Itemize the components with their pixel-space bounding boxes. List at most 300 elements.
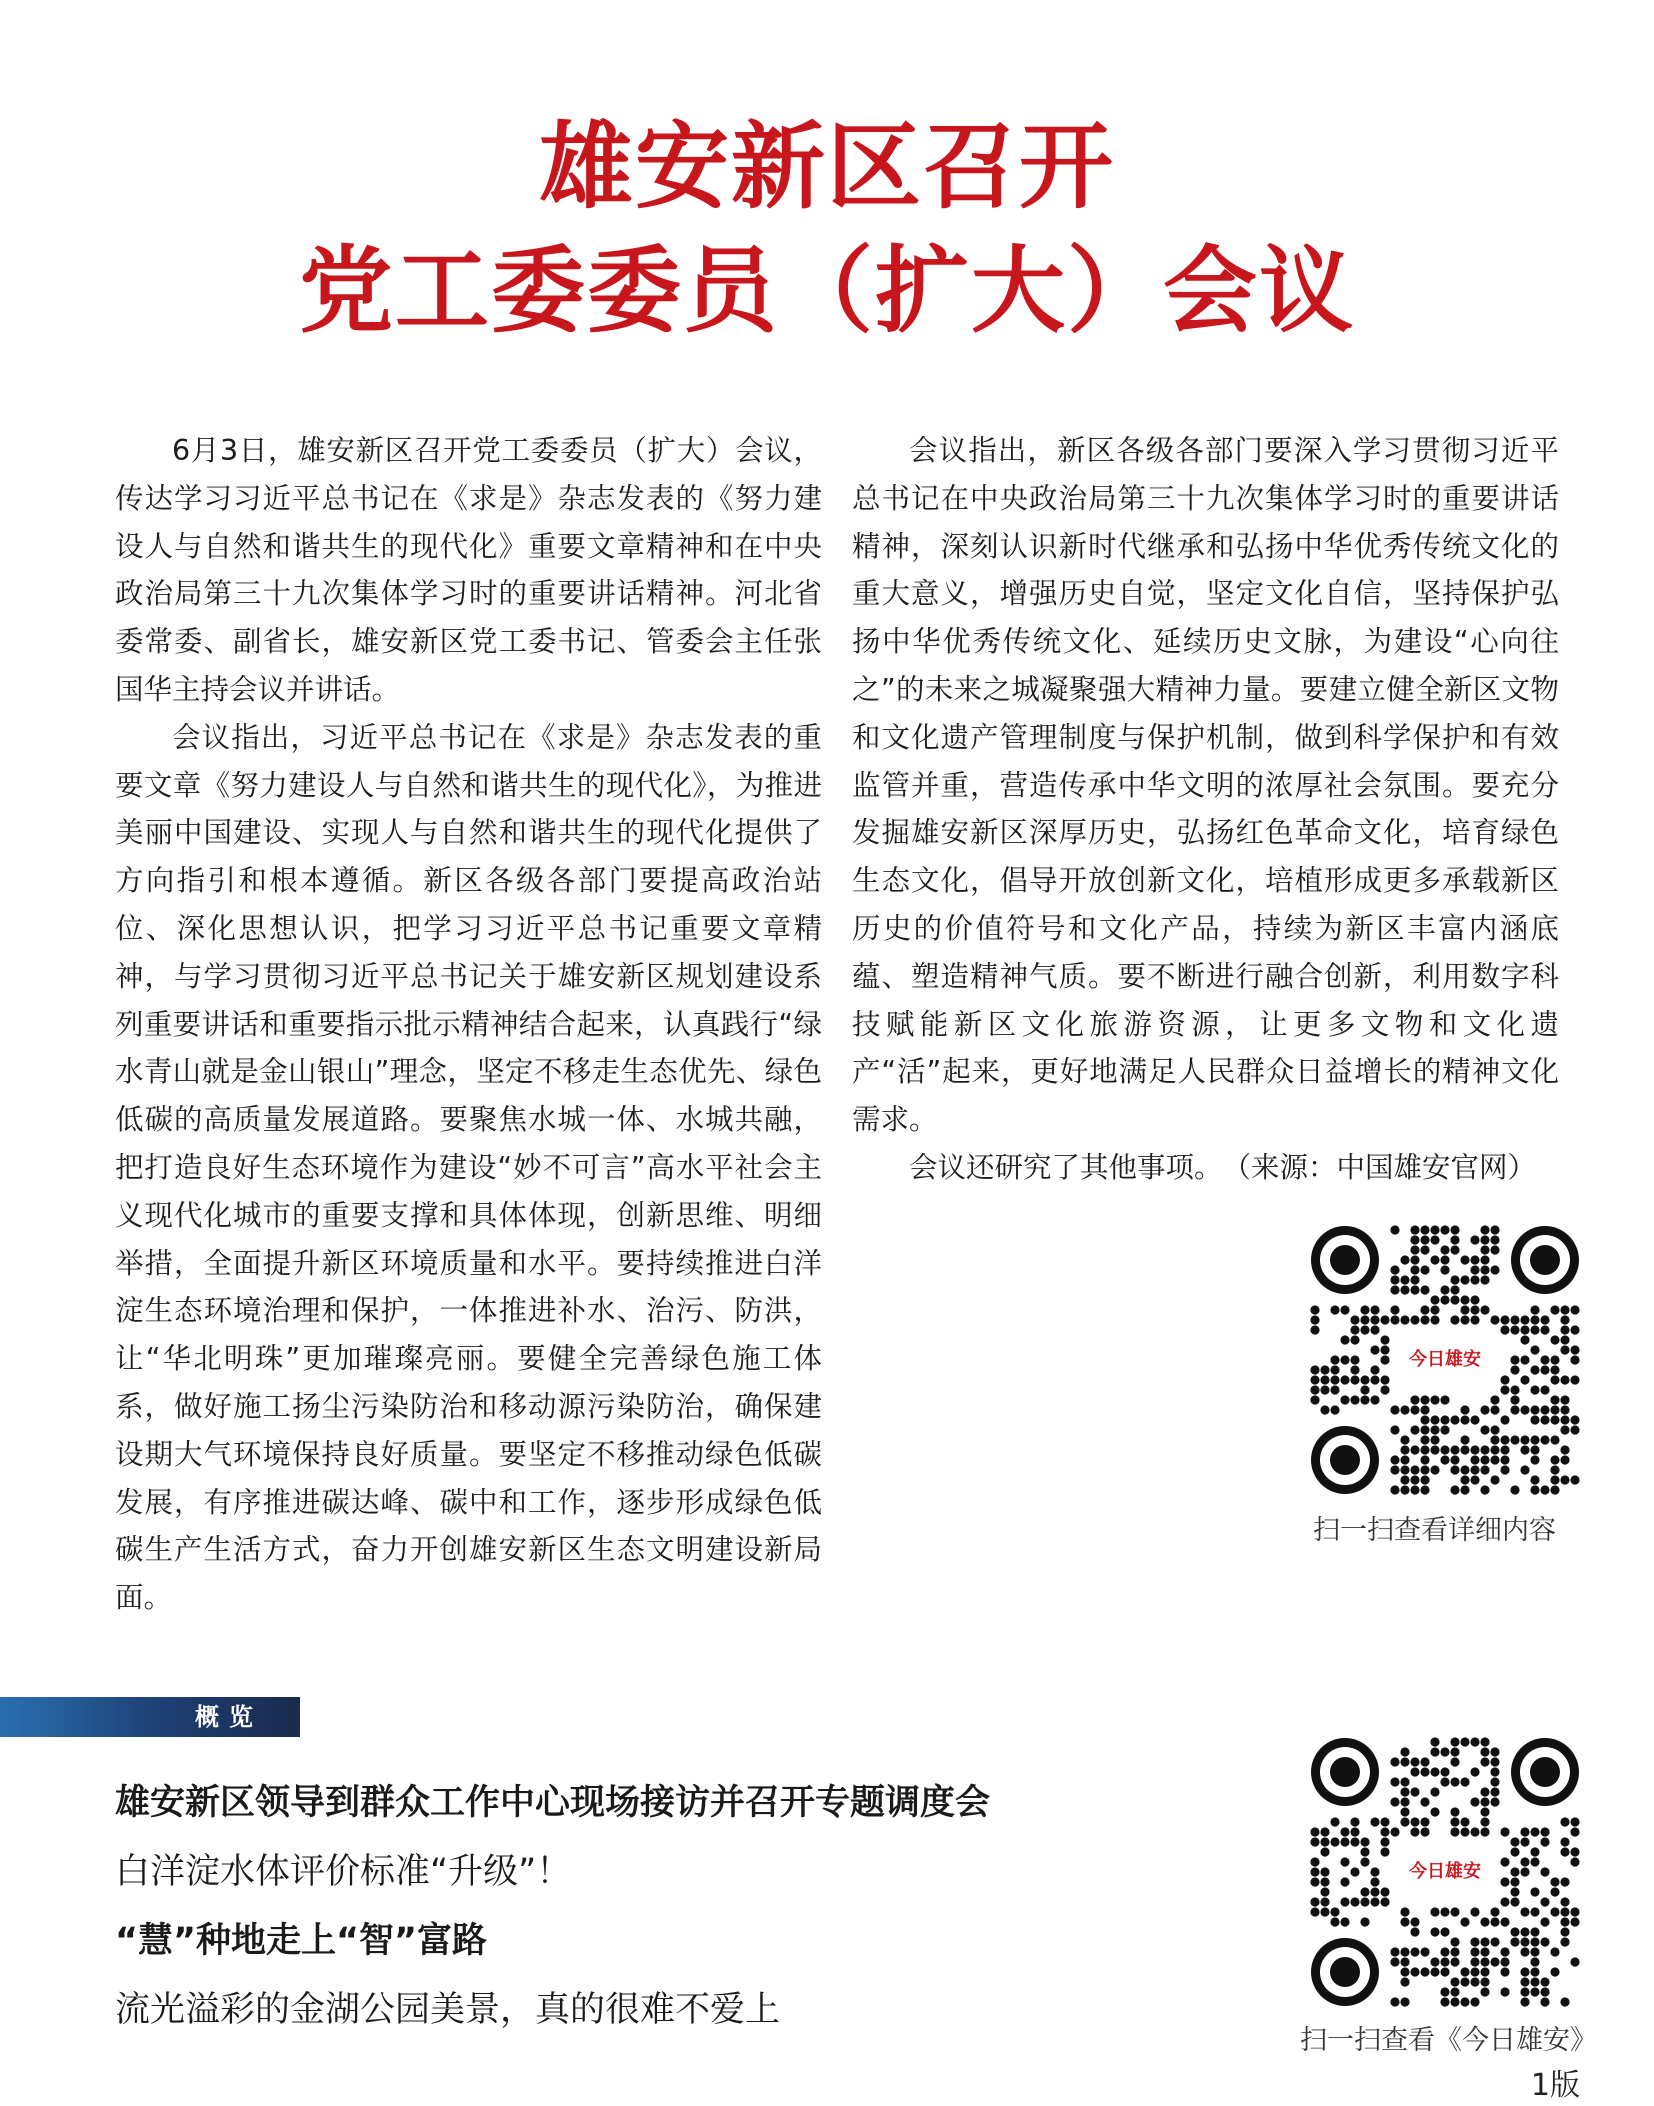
article-column-right	[852, 427, 1559, 1192]
qr-module	[1390, 1275, 1399, 1284]
qr-module	[1450, 1757, 1459, 1766]
qr-module	[1460, 1967, 1469, 1976]
qr-module	[1570, 1475, 1579, 1484]
qr-module	[1390, 1425, 1399, 1434]
qr-module	[1400, 1285, 1409, 1294]
qr-module	[1480, 1947, 1489, 1956]
qr-module	[1380, 1837, 1389, 1846]
qr-module	[1370, 1375, 1379, 1384]
qr-module	[1550, 1305, 1559, 1314]
qr-module	[1390, 1827, 1399, 1836]
related-item-2[interactable]: 白洋淀水体评价标准“升级”！	[115, 1852, 572, 1892]
qr-module	[1310, 1325, 1319, 1334]
qr-module	[1490, 1797, 1499, 1806]
qr-module	[1570, 1957, 1579, 1966]
qr-module	[1390, 1757, 1399, 1766]
qr-module	[1550, 1335, 1559, 1344]
qr-module	[1450, 1777, 1459, 1786]
qr-module	[1380, 1827, 1389, 1836]
qr-module	[1440, 1445, 1449, 1454]
qr-module	[1560, 1395, 1569, 1404]
qr-module	[1410, 1255, 1419, 1264]
qr-module	[1480, 1977, 1489, 1986]
qr-module	[1360, 1315, 1369, 1324]
qr-module	[1540, 1837, 1549, 1846]
qr-module	[1560, 1847, 1569, 1856]
qr-module	[1540, 1415, 1549, 1424]
qr-module	[1410, 1445, 1419, 1454]
qr-module	[1350, 1365, 1359, 1374]
qr-module	[1320, 1837, 1329, 1846]
qr-module	[1390, 1957, 1399, 1966]
qr-module	[1430, 1295, 1439, 1304]
qr-module	[1380, 1817, 1389, 1826]
qr-module	[1460, 1827, 1469, 1836]
qr-module	[1350, 1325, 1359, 1334]
qr-module	[1460, 1817, 1469, 1826]
qr-module	[1470, 1797, 1479, 1806]
qr-module	[1320, 1907, 1329, 1916]
qr-module	[1520, 1325, 1529, 1334]
qr-module	[1470, 1315, 1479, 1324]
qr-module	[1460, 1917, 1469, 1926]
qr-module	[1410, 1757, 1419, 1766]
qr-module	[1370, 1877, 1379, 1886]
qr-module	[1520, 1827, 1529, 1836]
qr-module	[1530, 1977, 1539, 1986]
qr-module	[1540, 1405, 1549, 1414]
qr-module	[1520, 1445, 1529, 1454]
related-item-3[interactable]: “慧”种地走上“智”富路	[115, 1921, 488, 1961]
qr-module	[1570, 1345, 1579, 1354]
qr-module	[1400, 1917, 1409, 1926]
qr-module	[1440, 1245, 1449, 1254]
qr-module	[1390, 1485, 1399, 1494]
qr-module	[1360, 1325, 1369, 1334]
qr-module	[1320, 1867, 1329, 1876]
qr-finder-ring	[1330, 1757, 1360, 1787]
qr-module	[1410, 1787, 1419, 1796]
qr-module	[1410, 1827, 1419, 1836]
related-item-4[interactable]: 流光溢彩的金湖公园美景，真的很难不爱上	[115, 1990, 781, 2030]
qr-module	[1490, 1405, 1499, 1414]
qr-module	[1440, 1265, 1449, 1274]
qr-module	[1430, 1465, 1439, 1474]
qr-module	[1390, 1777, 1399, 1786]
qr-module	[1400, 1405, 1409, 1414]
qr-module	[1430, 1445, 1439, 1454]
qr-module	[1430, 1255, 1439, 1264]
qr-module	[1420, 1827, 1429, 1836]
qr-module	[1430, 1787, 1439, 1796]
related-item-1[interactable]: 雄安新区领导到群众工作中心现场接访并召开专题调度会	[115, 1783, 991, 1823]
qr-module	[1390, 1455, 1399, 1464]
qr-module	[1490, 1777, 1499, 1786]
qr-module	[1420, 1797, 1429, 1806]
qr-module	[1480, 1807, 1489, 1816]
qr-module	[1520, 1947, 1529, 1956]
qr-module	[1350, 1395, 1359, 1404]
qr-module	[1530, 1315, 1539, 1324]
qr-module	[1340, 1395, 1349, 1404]
qr-module	[1510, 1395, 1519, 1404]
qr-module	[1560, 1817, 1569, 1826]
qr-module	[1490, 1265, 1499, 1274]
qr-module	[1400, 1997, 1409, 2006]
qr-module	[1450, 1315, 1459, 1324]
qr-module	[1470, 1305, 1479, 1314]
qr-module	[1500, 1435, 1509, 1444]
qr-module	[1430, 1395, 1439, 1404]
qr-module	[1450, 1455, 1459, 1464]
qr-module	[1500, 1455, 1509, 1464]
qr-module	[1410, 1767, 1419, 1776]
qr-module	[1440, 1957, 1449, 1966]
qr-module	[1450, 1485, 1459, 1494]
qr-module	[1380, 1847, 1389, 1856]
qr-module	[1560, 1335, 1569, 1344]
qr-module	[1440, 1777, 1449, 1786]
qr-module	[1550, 1405, 1559, 1414]
qr-module	[1560, 1445, 1569, 1454]
qr-module	[1360, 1385, 1369, 1394]
qr-module	[1470, 1415, 1479, 1424]
qr-module	[1340, 1355, 1349, 1364]
qr-module	[1340, 1837, 1349, 1846]
qr-module	[1460, 1997, 1469, 2006]
qr-module	[1420, 1967, 1429, 1976]
qr-module	[1440, 1947, 1449, 1956]
qr-module	[1370, 1867, 1379, 1876]
qr-module	[1510, 1887, 1519, 1896]
qr-module	[1420, 1305, 1429, 1314]
qr-module	[1470, 1265, 1479, 1274]
headline-line-1: 雄安新区召开	[538, 112, 1115, 222]
qr-module	[1450, 1295, 1459, 1304]
qr-module	[1390, 1315, 1399, 1324]
qr-module	[1540, 1937, 1549, 1946]
qr-module	[1400, 1475, 1409, 1484]
qr-module	[1500, 1325, 1509, 1334]
qr-module	[1470, 1977, 1479, 1986]
qr-module	[1420, 1405, 1429, 1414]
qr-module	[1470, 1947, 1479, 1956]
qr-module	[1350, 1355, 1359, 1364]
qr-module	[1440, 1747, 1449, 1756]
qr-module	[1520, 1465, 1529, 1474]
qr-module	[1430, 1767, 1439, 1776]
qr-module	[1390, 1305, 1399, 1314]
qr-module	[1460, 1465, 1469, 1474]
qr-module	[1400, 1485, 1409, 1494]
qr-module	[1550, 1947, 1559, 1956]
qr-module	[1540, 1315, 1549, 1324]
qr-module	[1460, 1777, 1469, 1786]
qr-module	[1440, 1997, 1449, 2006]
qr-module	[1480, 1245, 1489, 1254]
qr-module	[1480, 1465, 1489, 1474]
qr-module	[1360, 1305, 1369, 1314]
qr-module	[1500, 1967, 1509, 1976]
qr-module	[1540, 1385, 1549, 1394]
qr-module	[1560, 1345, 1569, 1354]
qr-module	[1400, 1797, 1409, 1806]
qr-module	[1410, 1485, 1419, 1494]
qr-module	[1570, 1425, 1579, 1434]
qr-module	[1560, 1897, 1569, 1906]
qr-module	[1570, 1355, 1579, 1364]
qr-module	[1370, 1345, 1379, 1354]
qr-module	[1350, 1837, 1359, 1846]
qr-logo: 今日雄安	[1398, 1847, 1492, 1897]
qr-module	[1540, 1867, 1549, 1876]
qr-code-detail[interactable]	[1310, 1225, 1580, 1495]
qr-module	[1310, 1827, 1319, 1836]
qr-module	[1480, 1265, 1489, 1274]
qr-module	[1560, 1455, 1569, 1464]
headline	[0, 105, 1654, 353]
qr-module	[1470, 1275, 1479, 1284]
article-paragraph: 会议指出，习近平总书记在《求是》杂志发表的重要文章《努力建设人与自然和谐共生的现代化》，为推进美丽中国建设、实现人与自然和谐共生的现代化提供了方向指引和根本遵循。新区各级各部门要提高政治站位、深化思想认识，把学习习近平总书记重要文章精神，与学习贯彻习近平总书记关于雄安新区规划建设系列重要讲话和重要指示批示精神结合起来，认真践行“绿水青山就是金山银山”理念，坚定不移走生态优先、绿色低碳的高质量发展道路。要聚焦水城一体、水城共融，把打造良好生态环境作为建设“妙不可言”高水平社会主义现代化城市的重要支撑和具体体现，创新思维、明细举措，全面提升新区环境质量和水平。要持续推进白洋淀生态环境治理和保护，一体推进补水、治污、防洪，让“华北明珠”更加璀璨亮丽。要健全完善绿色施工体系，做好施工扬尘污染防治和移动源污染防治，确保建设期大气环境保持良好质量。要坚定不移推动绿色低碳发展，有序推进碳达峰、碳中和工作，逐步形成绿色低碳生产生活方式，奋力开创雄安新区生态文明建设新局面。	[115, 720, 822, 1615]
qr-module	[1540, 1355, 1549, 1364]
qr-caption-detail: 扫一扫查看详细内容	[1313, 1515, 1556, 1546]
qr-module	[1460, 1415, 1469, 1424]
qr-module	[1530, 1455, 1539, 1464]
qr-module	[1480, 1797, 1489, 1806]
qr-module	[1450, 1977, 1459, 1986]
qr-module	[1410, 1245, 1419, 1254]
qr-module	[1520, 1335, 1529, 1344]
qr-module	[1470, 1455, 1479, 1464]
qr-module	[1490, 1235, 1499, 1244]
qr-module	[1450, 1997, 1459, 2006]
qr-module	[1530, 1967, 1539, 1976]
qr-module	[1340, 1375, 1349, 1384]
qr-module	[1480, 1957, 1489, 1966]
qr-module	[1530, 1345, 1539, 1354]
qr-module	[1370, 1395, 1379, 1404]
qr-module	[1470, 1957, 1479, 1966]
qr-module	[1540, 1977, 1549, 1986]
qr-module	[1530, 1305, 1539, 1314]
qr-module	[1520, 1355, 1529, 1364]
qr-module	[1440, 1295, 1449, 1304]
qr-module	[1510, 1405, 1519, 1414]
qr-module	[1410, 1917, 1419, 1926]
qr-module	[1490, 1315, 1499, 1324]
qr-module	[1560, 1405, 1569, 1414]
qr-module	[1490, 1225, 1499, 1234]
qr-module	[1400, 1977, 1409, 1986]
qr-module	[1500, 1375, 1509, 1384]
qr-module	[1460, 1405, 1469, 1414]
qr-module	[1530, 1947, 1539, 1956]
qr-module	[1370, 1897, 1379, 1906]
qr-module	[1460, 1977, 1469, 1986]
qr-code-app[interactable]	[1310, 1737, 1580, 2007]
qr-module	[1420, 1265, 1429, 1274]
qr-module	[1450, 1275, 1459, 1284]
qr-module	[1560, 1937, 1569, 1946]
qr-module	[1420, 1475, 1429, 1484]
qr-module	[1480, 1225, 1489, 1234]
qr-module	[1330, 1385, 1339, 1394]
qr-module	[1500, 1385, 1509, 1394]
qr-module	[1520, 1927, 1529, 1936]
qr-module	[1510, 1897, 1519, 1906]
qr-module	[1480, 1737, 1489, 1746]
qr-module	[1420, 1485, 1429, 1494]
qr-module	[1330, 1817, 1339, 1826]
qr-module	[1460, 1475, 1469, 1484]
qr-module	[1490, 1757, 1499, 1766]
qr-module	[1420, 1947, 1429, 1956]
qr-module	[1470, 1827, 1479, 1836]
qr-module	[1500, 1857, 1509, 1866]
qr-module	[1420, 1415, 1429, 1424]
qr-module	[1470, 1967, 1479, 1976]
qr-module	[1480, 1445, 1489, 1454]
qr-module	[1410, 1817, 1419, 1826]
qr-module	[1510, 1435, 1519, 1444]
qr-module	[1560, 1475, 1569, 1484]
section-label: 概览	[195, 1703, 263, 1731]
qr-module	[1320, 1877, 1329, 1886]
qr-module	[1500, 1827, 1509, 1836]
qr-module	[1480, 1275, 1489, 1284]
qr-module	[1350, 1375, 1359, 1384]
qr-module	[1560, 1425, 1569, 1434]
qr-module	[1340, 1305, 1349, 1314]
qr-module	[1550, 1877, 1559, 1886]
qr-module	[1530, 1325, 1539, 1334]
qr-module	[1370, 1315, 1379, 1324]
qr-module	[1440, 1927, 1449, 1936]
qr-module	[1530, 1937, 1539, 1946]
qr-module	[1420, 1245, 1429, 1254]
qr-module	[1480, 1817, 1489, 1826]
qr-module	[1320, 1365, 1329, 1374]
qr-module	[1460, 1315, 1469, 1324]
qr-module	[1350, 1817, 1359, 1826]
qr-module	[1490, 1917, 1499, 1926]
qr-module	[1390, 1997, 1399, 2006]
qr-module	[1440, 1285, 1449, 1294]
qr-module	[1390, 1947, 1399, 1956]
qr-module	[1500, 1897, 1509, 1906]
qr-module	[1450, 1947, 1459, 1956]
qr-module	[1510, 1315, 1519, 1324]
qr-module	[1570, 1907, 1579, 1916]
qr-module	[1430, 1235, 1439, 1244]
qr-module	[1420, 1757, 1429, 1766]
qr-module	[1530, 1857, 1539, 1866]
qr-module	[1400, 1957, 1409, 1966]
qr-module	[1490, 1767, 1499, 1776]
qr-module	[1400, 1817, 1409, 1826]
qr-module	[1430, 1435, 1439, 1444]
qr-module	[1400, 1275, 1409, 1284]
qr-module	[1400, 1807, 1409, 1816]
article-paragraph: 会议指出，新区各级各部门要深入学习贯彻习近平总书记在中央政治局第三十九次集体学习时的重要讲话精神，深刻认识新时代继承和弘扬中华优秀传统文化的重大意义，增强历史自觉，坚定文化自信，坚持保护弘扬中华优秀传统文化、延续历史文脉，为建设“心向往之”的未来之城凝聚强大精神力量。要建立健全新区文物和文化遗产管理制度与保护机制，做到科学保护和有效监管并重，营造传承中华文明的浓厚社会氛围。要充分发掘雄安新区深厚历史，弘扬红色革命文化，培育绿色生态文化，倡导开放创新文化，培植形成更多承载新区历史的价值符号和文化产品，持续为新区丰富内涵底蕴、塑造精神气质。要不断进行融合创新，利用数字科技赋能新区文化旅游资源，让更多文物和文化遗产“活”起来，更好地满足人民群众日益增长的精神文化需求。	[852, 434, 1559, 1137]
qr-module	[1430, 1807, 1439, 1816]
qr-module	[1460, 1295, 1469, 1304]
qr-module	[1450, 1285, 1459, 1294]
qr-module	[1490, 1787, 1499, 1796]
qr-module	[1530, 1365, 1539, 1374]
qr-module	[1560, 1997, 1569, 2006]
qr-module	[1370, 1365, 1379, 1374]
qr-module	[1470, 1737, 1479, 1746]
qr-module	[1550, 1485, 1559, 1494]
qr-module	[1340, 1827, 1349, 1836]
qr-module	[1340, 1335, 1349, 1344]
qr-module	[1410, 1465, 1419, 1474]
qr-module	[1540, 1365, 1549, 1374]
qr-module	[1570, 1325, 1579, 1334]
article-paragraph: 6月3日，雄安新区召开党工委委员（扩大）会议，传达学习习近平总书记在《求是》杂志发表的《努力建设人与自然和谐共生的现代化》重要文章精神和在中央政治局第三十九次集体学习时的重要讲话精神。河北省委常委、副省长，雄安新区党工委书记、管委会主任张国华主持会议并讲话。	[115, 434, 822, 706]
qr-module	[1360, 1837, 1369, 1846]
qr-module	[1480, 1425, 1489, 1434]
qr-module	[1430, 1225, 1439, 1234]
qr-module	[1390, 1465, 1399, 1474]
qr-module	[1360, 1857, 1369, 1866]
qr-module	[1380, 1897, 1389, 1906]
qr-module	[1530, 1827, 1539, 1836]
qr-module	[1550, 1395, 1559, 1404]
qr-module	[1400, 1787, 1409, 1796]
qr-module	[1530, 1957, 1539, 1966]
qr-module	[1430, 1747, 1439, 1756]
qr-module	[1430, 1425, 1439, 1434]
qr-module	[1540, 1435, 1549, 1444]
qr-module	[1330, 1405, 1339, 1414]
qr-module	[1500, 1957, 1509, 1966]
qr-module	[1420, 1435, 1429, 1444]
qr-module	[1550, 1365, 1559, 1374]
qr-module	[1550, 1455, 1559, 1464]
qr-module	[1450, 1245, 1459, 1254]
qr-module	[1540, 1485, 1549, 1494]
qr-module	[1450, 1807, 1459, 1816]
qr-module	[1470, 1937, 1479, 1946]
qr-module	[1500, 1947, 1509, 1956]
qr-module	[1380, 1315, 1389, 1324]
qr-module	[1310, 1867, 1319, 1876]
qr-module	[1550, 1435, 1559, 1444]
qr-module	[1530, 1435, 1539, 1444]
qr-module	[1550, 1967, 1559, 1976]
qr-module	[1530, 1475, 1539, 1484]
qr-module	[1310, 1365, 1319, 1374]
qr-module	[1510, 1877, 1519, 1886]
qr-module	[1430, 1927, 1439, 1936]
qr-module	[1330, 1907, 1339, 1916]
qr-module	[1480, 1827, 1489, 1836]
qr-module	[1400, 1947, 1409, 1956]
qr-module	[1400, 1757, 1409, 1766]
qr-module	[1310, 1837, 1319, 1846]
qr-module	[1500, 1917, 1509, 1926]
page-number: 1版	[1530, 2068, 1580, 2103]
qr-module	[1450, 1987, 1459, 1996]
qr-module	[1400, 1777, 1409, 1786]
qr-module	[1570, 1827, 1579, 1836]
qr-module	[1530, 1415, 1539, 1424]
qr-module	[1440, 1987, 1449, 1996]
qr-module	[1570, 1375, 1579, 1384]
qr-module	[1430, 1907, 1439, 1916]
